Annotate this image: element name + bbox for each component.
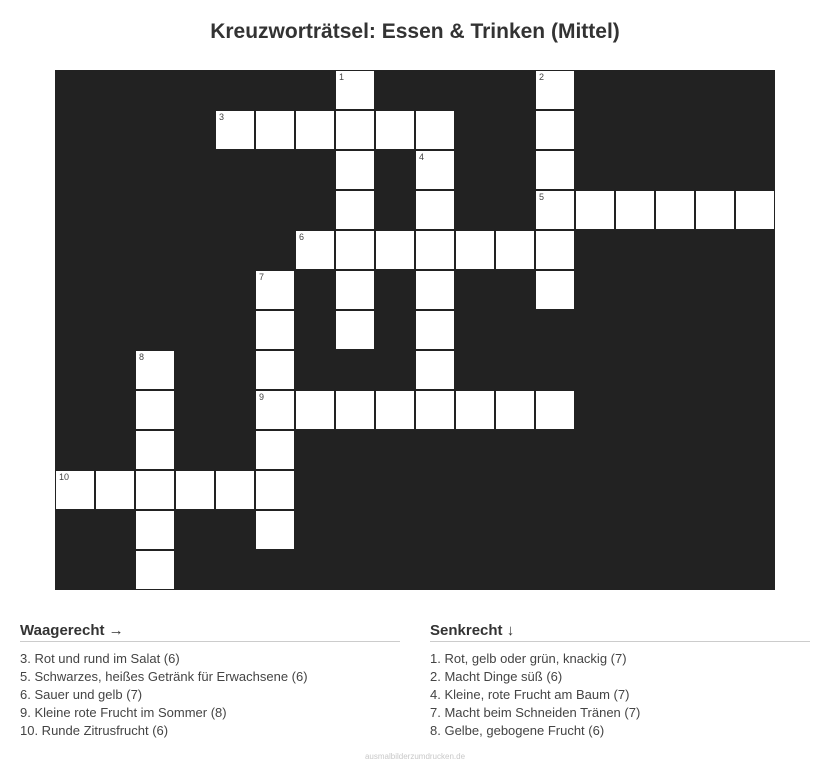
across-clue: 3. Rot und rund im Salat (6) (20, 651, 180, 666)
crossword-cell[interactable] (255, 390, 295, 430)
crossword-cell[interactable] (255, 270, 295, 310)
crossword-cell[interactable] (375, 230, 415, 270)
crossword-cell[interactable] (615, 190, 655, 230)
crossword-cell[interactable] (375, 390, 415, 430)
crossword-cell[interactable] (535, 70, 575, 110)
down-clue: 4. Kleine, rote Frucht am Baum (7) (430, 687, 630, 702)
crossword-cell[interactable] (215, 110, 255, 150)
crossword-cell[interactable] (135, 350, 175, 390)
crossword-cell[interactable] (415, 230, 455, 270)
across-clue: 10. Runde Zitrusfrucht (6) (20, 723, 169, 738)
crossword-cell[interactable] (535, 390, 575, 430)
crossword-cell[interactable] (735, 190, 775, 230)
crossword-cell[interactable] (415, 150, 455, 190)
crossword-cell[interactable] (535, 110, 575, 150)
crossword-cell[interactable] (535, 150, 575, 190)
down-clue: 1. Rot, gelb oder grün, knackig (7) (430, 651, 627, 666)
clue-number: 8 (139, 352, 145, 362)
crossword-cell[interactable] (415, 390, 455, 430)
crossword-cell[interactable] (135, 390, 175, 430)
crossword-cell[interactable] (335, 310, 375, 350)
across-clue: 6. Sauer und gelb (7) (20, 687, 143, 702)
page-title: Kreuzworträtsel: Essen & Trinken (Mittel) (210, 20, 620, 43)
crossword-cell[interactable] (655, 190, 695, 230)
crossword-cell[interactable] (495, 230, 535, 270)
footer-credit: ausmalbilderzumdrucken.de (364, 752, 466, 761)
crossword-cell[interactable] (295, 230, 335, 270)
crossword-cell[interactable] (335, 190, 375, 230)
crossword-cell[interactable] (135, 430, 175, 470)
down-clue: 8. Gelbe, gebogene Frucht (6) (430, 723, 605, 738)
crossword-cell[interactable] (535, 270, 575, 310)
crossword-cell[interactable] (255, 310, 295, 350)
crossword-cell[interactable] (295, 110, 335, 150)
crossword-cell[interactable] (415, 190, 455, 230)
crossword-cell[interactable] (335, 230, 375, 270)
crossword-cell[interactable] (255, 110, 295, 150)
across-clue: 9. Kleine rote Frucht im Sommer (8) (20, 705, 227, 720)
crossword-cell[interactable] (255, 510, 295, 550)
crossword-cell[interactable] (295, 390, 335, 430)
crossword-cell[interactable] (375, 110, 415, 150)
across-heading: Waagerecht → (20, 622, 400, 642)
clue-number: 5 (539, 192, 545, 202)
crossword-cell[interactable] (215, 470, 255, 510)
crossword-cell[interactable] (335, 390, 375, 430)
clue-number: 7 (259, 272, 265, 282)
crossword-cell[interactable] (135, 550, 175, 590)
crossword-cell[interactable] (95, 470, 135, 510)
crossword-cell[interactable] (415, 350, 455, 390)
clue-number: 2 (539, 72, 545, 82)
crossword-cell[interactable] (135, 470, 175, 510)
clue-number: 6 (299, 232, 305, 242)
crossword-cell[interactable] (335, 150, 375, 190)
down-heading: Senkrecht ↓ (430, 622, 810, 642)
crossword-cell[interactable] (255, 470, 295, 510)
crossword-cell[interactable] (255, 350, 295, 390)
clue-number: 1 (339, 72, 345, 82)
across-clues (20, 622, 400, 740)
crossword-cell[interactable] (535, 230, 575, 270)
clue-number: 9 (259, 392, 265, 402)
crossword-cell[interactable] (415, 270, 455, 310)
crossword-cell[interactable] (335, 110, 375, 150)
crossword-cell[interactable] (55, 470, 95, 510)
crossword-cell[interactable] (415, 110, 455, 150)
crossword-cell[interactable] (335, 70, 375, 110)
crossword-cell[interactable] (455, 390, 495, 430)
crossword-cell[interactable] (495, 390, 535, 430)
across-clue: 5. Schwarzes, heißes Getränk für Erwachsene (6) (20, 669, 308, 684)
clue-number: 10 (59, 472, 70, 482)
crossword-grid (55, 70, 775, 590)
clue-number: 3 (219, 112, 225, 122)
clue-number: 4 (419, 152, 425, 162)
crossword-cell[interactable] (255, 430, 295, 470)
crossword-cell[interactable] (175, 470, 215, 510)
crossword-cell[interactable] (575, 190, 615, 230)
crossword-cell[interactable] (455, 230, 495, 270)
down-clue: 2. Macht Dinge süß (6) (430, 669, 563, 684)
crossword-cell[interactable] (415, 310, 455, 350)
crossword-cell[interactable] (535, 190, 575, 230)
down-clues (430, 622, 810, 740)
crossword-cell[interactable] (135, 510, 175, 550)
crossword-cell[interactable] (695, 190, 735, 230)
crossword-cell[interactable] (335, 270, 375, 310)
down-clue: 7. Macht beim Schneiden Tränen (7) (430, 705, 641, 720)
